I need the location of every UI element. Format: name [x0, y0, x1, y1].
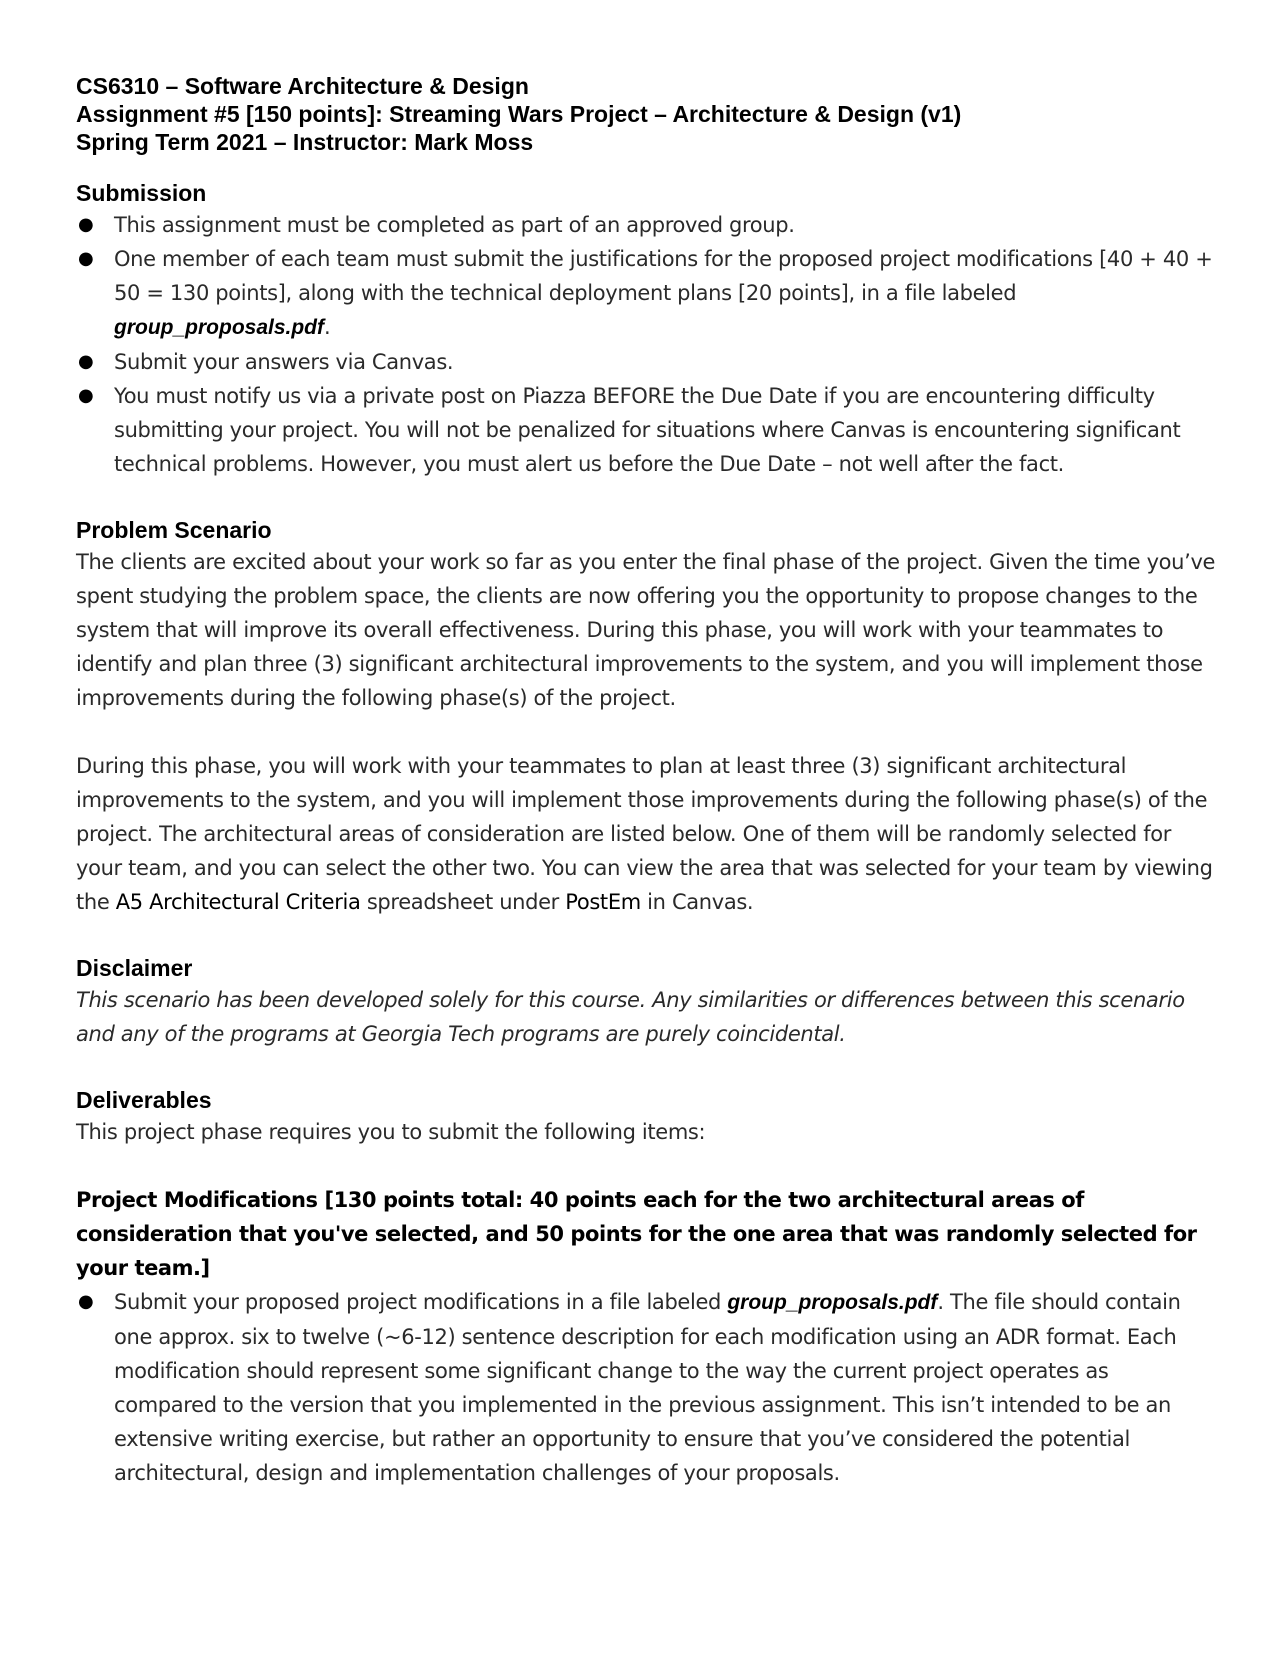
- deliverables-intro: This project phase requires you to submit the following items:: [76, 1120, 706, 1144]
- filename: group_proposals.pdf: [727, 1291, 938, 1314]
- assignment-title: Assignment #5 [150 points]: Streaming Wars Project – Architecture & Design (v1): [76, 101, 962, 127]
- disclaimer-heading: Disclaimer: [76, 955, 193, 981]
- bullet-icon: ●: [78, 385, 94, 406]
- list-item: ● This assignment must be completed as part of an approved group.: [76, 208, 1216, 242]
- term-instructor: Spring Term 2021 – Instructor: Mark Moss: [76, 129, 534, 155]
- list-item: ● Submit your proposed project modifications in a file labeled group_proposals.pdf. The file should contain one approx. six to twelve (~6-12) sentence description for each modification using an ADR format. Each modification should represent some significant change to the way the current project operates as compared to the version that you implemented in the previous assignment. This isn’t intended to be an extensive writing exercise, but rather an opportunity to ensure that you’ve considered the potential architectural, design and implementation challenges of your proposals.: [76, 1285, 1216, 1490]
- list-item: ● Submit your answers via Canvas.: [76, 345, 1216, 379]
- document-page: [76, 72, 1216, 1490]
- bullet-icon: ●: [78, 214, 94, 235]
- list-item: ● One member of each team must submit the justifications for the proposed project modifications [40 + 40 + 50 = 130 points], along with the technical deployment plans [20 points], in a file labeled group_proposals.pdf.: [76, 242, 1216, 345]
- spreadsheet-name: A5 Architectural Criteria: [115, 890, 361, 914]
- deliverables-section: [76, 1085, 1216, 1490]
- problem-section: [76, 515, 1216, 919]
- bullet-icon: ●: [78, 351, 94, 372]
- disclaimer-section: [76, 953, 1216, 1051]
- document-header: [76, 72, 1216, 156]
- problem-heading: Problem Scenario: [76, 517, 272, 543]
- course-title: CS6310 – Software Architecture & Design: [76, 73, 529, 99]
- submission-section: [76, 178, 1216, 481]
- bullet-icon: ●: [78, 1291, 94, 1312]
- bullet-icon: ●: [78, 248, 94, 269]
- deliverables-list: [76, 1285, 1216, 1490]
- submission-list: [76, 208, 1216, 481]
- problem-paragraph-1: The clients are excited about your work so far as you enter the final phase of the project. Given the time you’ve spent studying the problem space, the clients are now offering you the opportunity to propose changes to the system that will improve its overall effectiveness. During this phase, you will work with your teammates to identify and plan three (3) significant architectural improvements to the system, and you will implement those improvements during the following phase(s) of the project.: [76, 550, 1216, 710]
- list-item: ● You must notify us via a private post on Piazza BEFORE the Due Date if you are encountering difficulty submitting your project. You will not be penalized for situations where Canvas is encountering significant technical problems. However, you must alert us before the Due Date – not well after the fact.: [76, 379, 1216, 481]
- disclaimer-text: This scenario has been developed solely for this course. Any similarities or differences between this scenario and any of the programs at Georgia Tech programs are purely coincidental.: [76, 988, 1185, 1046]
- filename: group_proposals.pdf: [114, 316, 324, 339]
- modifications-heading: Project Modifications [130 points total: 40 points each for the two architectural areas of consideration that you've selected, and 50 points for the one area that was randomly selected for your team.]: [76, 1188, 1197, 1280]
- problem-paragraph-2: During this phase, you will work with your teammates to plan at least three (3) significant architectural improvements to the system, and you will implement those improvements during the following phase(s) of the project. The architectural areas of consideration are listed below. One of them will be randomly selected for your team, and you can select the other two. You can view the area that was selected for your team by viewing the A5 Architectural Criteria spreadsheet under PostEm in Canvas.: [76, 754, 1213, 914]
- deliverables-heading: Deliverables: [76, 1087, 212, 1113]
- submission-heading: Submission: [76, 180, 207, 206]
- tool-name: PostEm: [565, 890, 641, 914]
